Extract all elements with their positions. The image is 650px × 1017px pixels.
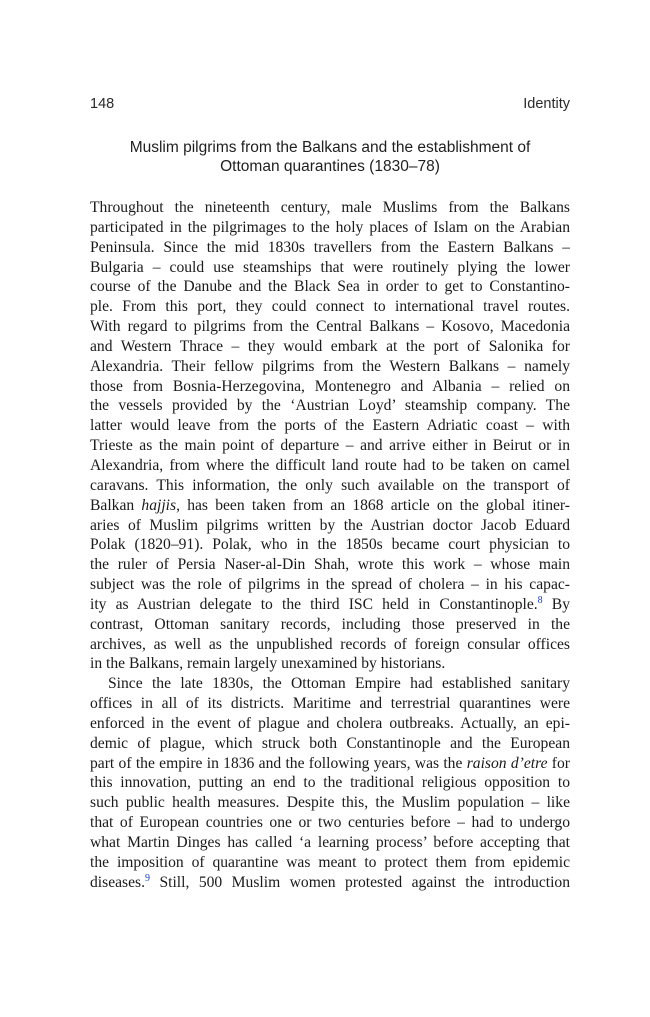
text-line: subject was the role of pilgrims in the spread of cholera – in his capac- bbox=[90, 576, 570, 594]
text-run: ity as Austrian delegate to the third ISC held in Constantinople. bbox=[90, 595, 538, 613]
italic-term: raison d’etre bbox=[466, 754, 548, 772]
text-line: those from Bosnia-Herzegovina, Montenegro and Albania – relied on bbox=[90, 377, 570, 395]
text-line: in the Balkans, remain largely unexamined by historians. bbox=[90, 655, 446, 673]
text-line bbox=[90, 496, 570, 516]
text-line: offices in all of its districts. Maritime and terrestrial quarantines were bbox=[90, 695, 570, 713]
text-line: With regard to pilgrims from the Central Balkans – Kosovo, Macedonia bbox=[90, 318, 570, 336]
text-run: for bbox=[547, 754, 570, 772]
running-title: Identity bbox=[523, 96, 570, 112]
text-line: demic of plague, which struck both Constantinople and the European bbox=[90, 734, 570, 752]
footnote-ref-9[interactable]: 9 bbox=[145, 872, 150, 884]
text-line: Peninsula. Since the mid 1830s travellers from the Eastern Balkans – bbox=[90, 238, 570, 256]
section-title-line: Muslim pilgrims from the Balkans and the establishment of bbox=[129, 139, 531, 156]
text-line: caravans. This information, the only such available on the transport of bbox=[90, 476, 570, 494]
text-run: diseases. bbox=[90, 873, 145, 891]
text-line: Alexandria. Their fellow pilgrims from the Western Balkans – namely bbox=[90, 357, 570, 375]
footnote-ref-8[interactable]: 8 bbox=[537, 594, 543, 606]
text-line: such public health measures. Despite this, the Muslim population – like bbox=[90, 794, 570, 812]
paragraph bbox=[90, 198, 570, 674]
page-header bbox=[90, 96, 570, 116]
text-line: Since the late 1830s, the Ottoman Empire had established sanitary bbox=[108, 675, 570, 693]
text-line: latter would leave from the ports of the Eastern Adriatic coast – with bbox=[90, 417, 570, 435]
text-line: the ruler of Persia Naser-al-Din Shah, wrote this work – whose main bbox=[90, 556, 570, 574]
text-line: Bulgaria – could use steamships that were routinely plying the lower bbox=[90, 258, 570, 276]
text-line: aries of Muslim pilgrims written by the Austrian doctor Jacob Eduard bbox=[90, 516, 570, 534]
text-line: contrast, Ottoman sanitary records, including those preserved in the bbox=[90, 615, 570, 633]
text-line: enforced in the event of plague and cholera outbreaks. Actually, an epi- bbox=[90, 714, 570, 732]
text-line: Throughout the nineteenth century, male Muslims from the Balkans bbox=[90, 199, 570, 216]
text-run: Still, 500 Muslim women protested against the introduction bbox=[150, 873, 570, 891]
text-line: ple. From this port, they could connect to international travel routes. bbox=[90, 298, 570, 316]
text-line bbox=[90, 754, 570, 774]
text-line: Alexandria, from where the difficult land route had to be taken on camel bbox=[90, 456, 570, 474]
text-line: Trieste as the main point of departure – and arrive either in Beirut or in bbox=[90, 437, 570, 455]
section-title-line: Ottoman quarantines (1830–78) bbox=[220, 158, 440, 175]
page-number: 148 bbox=[90, 96, 115, 112]
text-line: participated in the pilgrimages to the holy places of Islam on the Arabian bbox=[90, 218, 570, 236]
text-run: part of the empire in 1836 and the following years, was the bbox=[90, 754, 467, 772]
text-line: course of the Danube and the Black Sea in order to get to Constantino- bbox=[90, 278, 570, 296]
body-text bbox=[90, 198, 570, 893]
text-line: and Western Thrace – they would embark at the port of Salonika for bbox=[90, 337, 570, 355]
text-run: Balkan bbox=[90, 496, 142, 514]
section-title bbox=[90, 138, 570, 176]
text-line: Polak (1820–91). Polak, who in the 1850s became court physician to bbox=[90, 536, 570, 554]
text-line: archives, as well as the unpublished records of foreign consular offices bbox=[90, 635, 570, 653]
text-run: , has been taken from an 1868 article on the global itiner- bbox=[176, 496, 570, 514]
text-line: what Martin Dinges has called ‘a learning process’ before accepting that bbox=[90, 834, 570, 851]
text-line: the imposition of quarantine was meant to protect them from epidemic bbox=[90, 853, 570, 871]
paragraph bbox=[90, 674, 570, 892]
text-run: By bbox=[542, 595, 570, 613]
italic-term: hajjis bbox=[141, 496, 177, 514]
text-line: the vessels provided by the ‘Austrian Loyd’ steamship company. The bbox=[90, 397, 570, 415]
text-line bbox=[90, 595, 570, 615]
text-line: that of European countries one or two centuries before – had to undergo bbox=[90, 814, 570, 832]
text-line: this innovation, putting an end to the traditional religious opposition to bbox=[90, 774, 570, 792]
text-line bbox=[90, 873, 570, 893]
